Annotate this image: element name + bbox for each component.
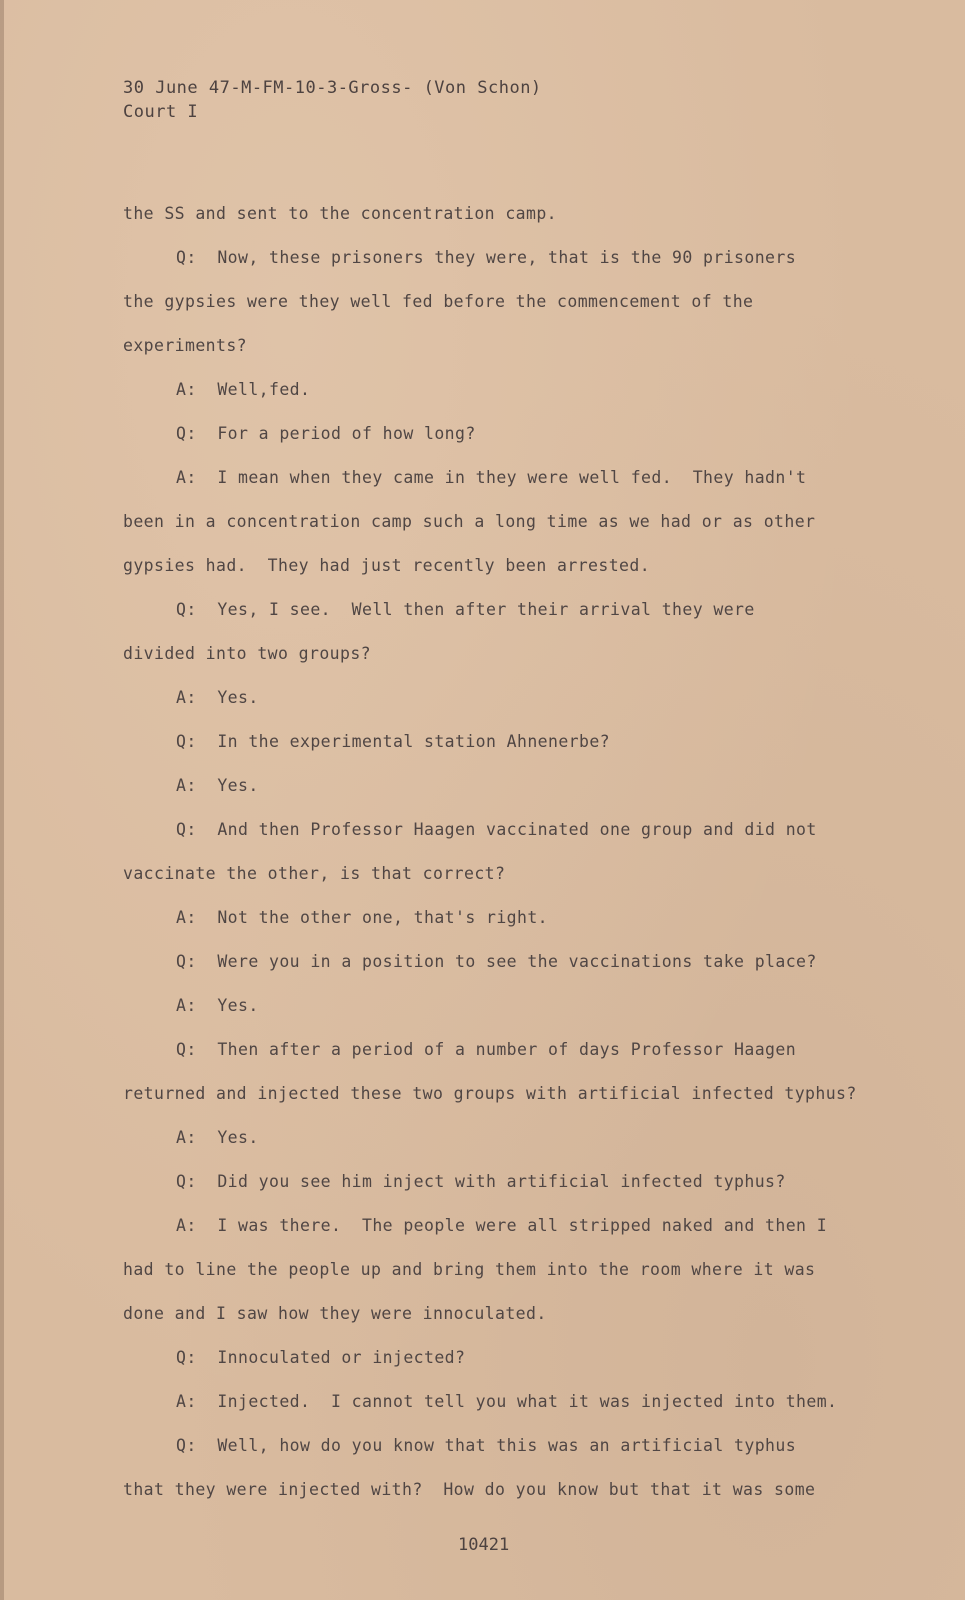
transcript-line: the gypsies were they well fed before the commencement of the	[123, 292, 754, 311]
transcript-line: A: Injected. I cannot tell you what it was injected into them.	[176, 1392, 838, 1411]
transcript-line: A: Well,fed.	[176, 380, 311, 399]
transcript-line: Q: Were you in a position to see the vaccinations take place?	[176, 952, 817, 971]
transcript-line: Q: For a period of how long?	[176, 424, 476, 443]
transcript-line: experiments?	[123, 336, 248, 355]
transcript-line: returned and injected these two groups with artificial infected typhus?	[123, 1084, 857, 1103]
transcript-line: had to line the people up and bring them into the room where it was	[123, 1260, 816, 1279]
transcript-line: that they were injected with? How do you know but that it was some	[123, 1480, 816, 1499]
transcript-line: A: Yes.	[176, 688, 259, 707]
transcript-line: Q: Then after a period of a number of days Professor Haagen	[176, 1040, 797, 1059]
header-reference: 30 June 47-M-FM-10-3-Gross- (Von Schon)	[123, 78, 542, 98]
transcript-line: A: Yes.	[176, 1128, 259, 1147]
transcript-line: Q: Did you see him inject with artificial infected typhus?	[176, 1172, 786, 1191]
transcript-line: gypsies had. They had just recently been arrested.	[123, 556, 651, 575]
paper-edge	[0, 0, 4, 1600]
transcript-line: Q: Innoculated or injected?	[176, 1348, 466, 1367]
transcript-line: A: Yes.	[176, 996, 259, 1015]
transcript-line: A: I mean when they came in they were well fed. They hadn't	[176, 468, 807, 487]
transcript-line: done and I saw how they were innoculated.	[123, 1304, 547, 1323]
transcript-line: divided into two groups?	[123, 644, 372, 663]
page-number: 10421	[458, 1535, 510, 1555]
transcript-line: vaccinate the other, is that correct?	[123, 864, 506, 883]
transcript-line: Q: And then Professor Haagen vaccinated one group and did not	[176, 820, 817, 839]
transcript-line: been in a concentration camp such a long time as we had or as other	[123, 512, 816, 531]
transcript-line: A: Yes.	[176, 776, 259, 795]
transcript-line: A: Not the other one, that's right.	[176, 908, 549, 927]
transcript-line: Q: Well, how do you know that this was an artificial typhus	[176, 1436, 797, 1455]
transcript-line: Q: Now, these prisoners they were, that is the 90 prisoners	[176, 248, 797, 267]
transcript-line: Q: Yes, I see. Well then after their arrival they were	[176, 600, 755, 619]
transcript-line: Q: In the experimental station Ahnenerbe?	[176, 732, 611, 751]
header-court: Court I	[123, 102, 199, 122]
transcript-line: the SS and sent to the concentration camp.	[123, 204, 558, 223]
transcript-line: A: I was there. The people were all stripped naked and then I	[176, 1216, 828, 1235]
